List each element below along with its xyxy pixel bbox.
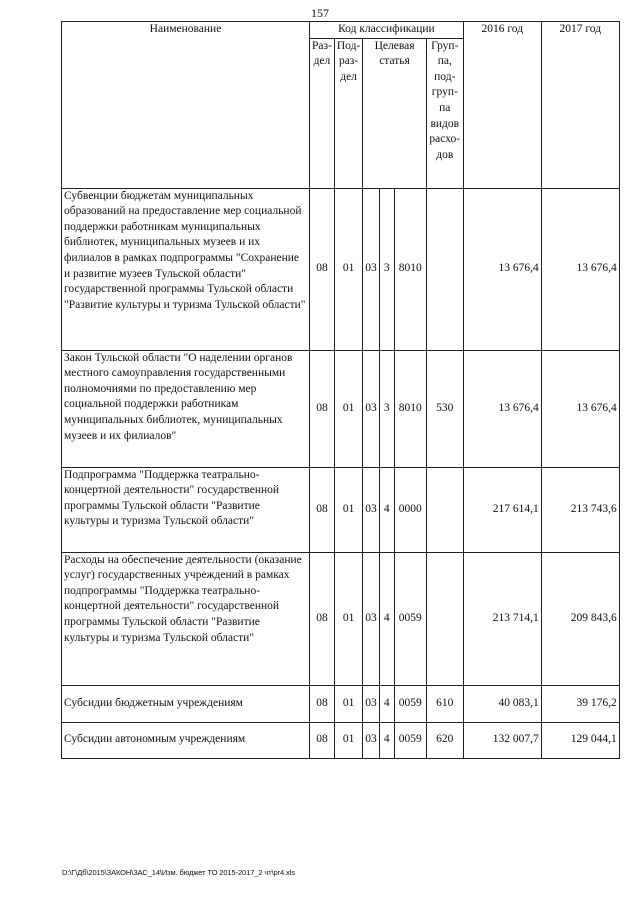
- row-section: 08: [310, 467, 335, 552]
- row-target-program: 03: [363, 350, 380, 467]
- file-path-footer: D:\Г\Дб\2015\ЗАКОН\ЗАС_14\Изм. бюджет ТО 2015-2017_2 чт\pr4.xls: [62, 868, 295, 877]
- row-target-direction: 8010: [394, 188, 426, 350]
- row-name: Закон Тульской области "О наделении органов местного самоуправления государственными полномочиями по предоставлению мер социальной поддержки работникам муниципальных библиотек, муниципальных музеев и их филиалов": [62, 350, 310, 467]
- row-section: 08: [310, 722, 335, 758]
- row-value-2016: 213 714,1: [463, 552, 541, 685]
- row-section: 08: [310, 685, 335, 722]
- table-row: [62, 552, 620, 685]
- row-name: Субсидии бюджетным учреждениям: [62, 685, 310, 722]
- row-subsection: 01: [334, 722, 362, 758]
- row-name: Подпрограмма "Поддержка театрально-концертной деятельности" государственной программы Тульской области "Развитие культуры и туризма Тульской области": [62, 467, 310, 552]
- row-subsection: 01: [334, 552, 362, 685]
- row-target-direction: 0059: [394, 722, 426, 758]
- header-target-article: Целевая статья: [363, 38, 427, 188]
- row-target-direction: 0059: [394, 552, 426, 685]
- row-expense-group: [426, 188, 463, 350]
- row-target-program: 03: [363, 552, 380, 685]
- row-name: Расходы на обеспечение деятельности (оказание услуг) государственных учреждений в рамках подпрограммы "Поддержка театрально-концертной деятельности" государственной программы Тульской области "Развитие культуры и туризма Тульской области": [62, 552, 310, 685]
- row-expense-group: [426, 552, 463, 685]
- row-value-2016: 40 083,1: [463, 685, 541, 722]
- header-section: Раз- дел: [310, 38, 335, 188]
- row-name: Субвенции бюджетам муниципальных образований на предоставление мер социальной поддержки работникам муниципальных библиотек, муниципальных музеев и их филиалов в рамках подпрограммы "Сохранение и развитие музеев Тульской области" государственной программы Тульской области "Развитие культуры и туризма Тульской области": [62, 188, 310, 350]
- table-body: [62, 188, 620, 758]
- table-row: [62, 467, 620, 552]
- row-expense-group: [426, 467, 463, 552]
- table-row: [62, 722, 620, 758]
- table-row: [62, 188, 620, 350]
- row-target-subprogram: 3: [379, 350, 394, 467]
- row-target-direction: 8010: [394, 350, 426, 467]
- row-section: 08: [310, 552, 335, 685]
- page-number: 157: [311, 6, 329, 20]
- table-row: [62, 350, 620, 467]
- row-value-2017: 129 044,1: [541, 722, 619, 758]
- row-target-subprogram: 4: [379, 722, 394, 758]
- row-subsection: 01: [334, 467, 362, 552]
- row-target-subprogram: 4: [379, 685, 394, 722]
- header-subsection: Под- раз- дел: [334, 38, 362, 188]
- row-target-direction: 0059: [394, 685, 426, 722]
- row-value-2017: 213 743,6: [541, 467, 619, 552]
- header-code-group: Код классификации: [310, 22, 464, 39]
- row-value-2016: 13 676,4: [463, 188, 541, 350]
- header-year-2016: 2016 год: [463, 22, 541, 189]
- row-target-direction: 0000: [394, 467, 426, 552]
- budget-table: [61, 21, 620, 759]
- row-expense-group: 620: [426, 722, 463, 758]
- header-year-2017: 2017 год: [541, 22, 619, 189]
- header-name: Наименование: [62, 22, 310, 189]
- table-header: [62, 22, 620, 189]
- row-value-2017: 209 843,6: [541, 552, 619, 685]
- row-target-program: 03: [363, 722, 380, 758]
- row-expense-group: 610: [426, 685, 463, 722]
- row-target-program: 03: [363, 685, 380, 722]
- row-expense-group: 530: [426, 350, 463, 467]
- row-value-2016: 217 614,1: [463, 467, 541, 552]
- row-target-program: 03: [363, 188, 380, 350]
- row-value-2017: 13 676,4: [541, 350, 619, 467]
- row-value-2016: 13 676,4: [463, 350, 541, 467]
- row-value-2016: 132 007,7: [463, 722, 541, 758]
- row-subsection: 01: [334, 350, 362, 467]
- row-name: Субсидии автономным учреждениям: [62, 722, 310, 758]
- row-target-program: 03: [363, 467, 380, 552]
- row-target-subprogram: 4: [379, 552, 394, 685]
- row-value-2017: 39 176,2: [541, 685, 619, 722]
- row-target-subprogram: 4: [379, 467, 394, 552]
- row-section: 08: [310, 350, 335, 467]
- row-subsection: 01: [334, 685, 362, 722]
- table-row: [62, 685, 620, 722]
- row-section: 08: [310, 188, 335, 350]
- row-target-subprogram: 3: [379, 188, 394, 350]
- header-expense-group: Груп- па, под- груп- па видов расхо- дов: [426, 38, 463, 188]
- row-subsection: 01: [334, 188, 362, 350]
- row-value-2017: 13 676,4: [541, 188, 619, 350]
